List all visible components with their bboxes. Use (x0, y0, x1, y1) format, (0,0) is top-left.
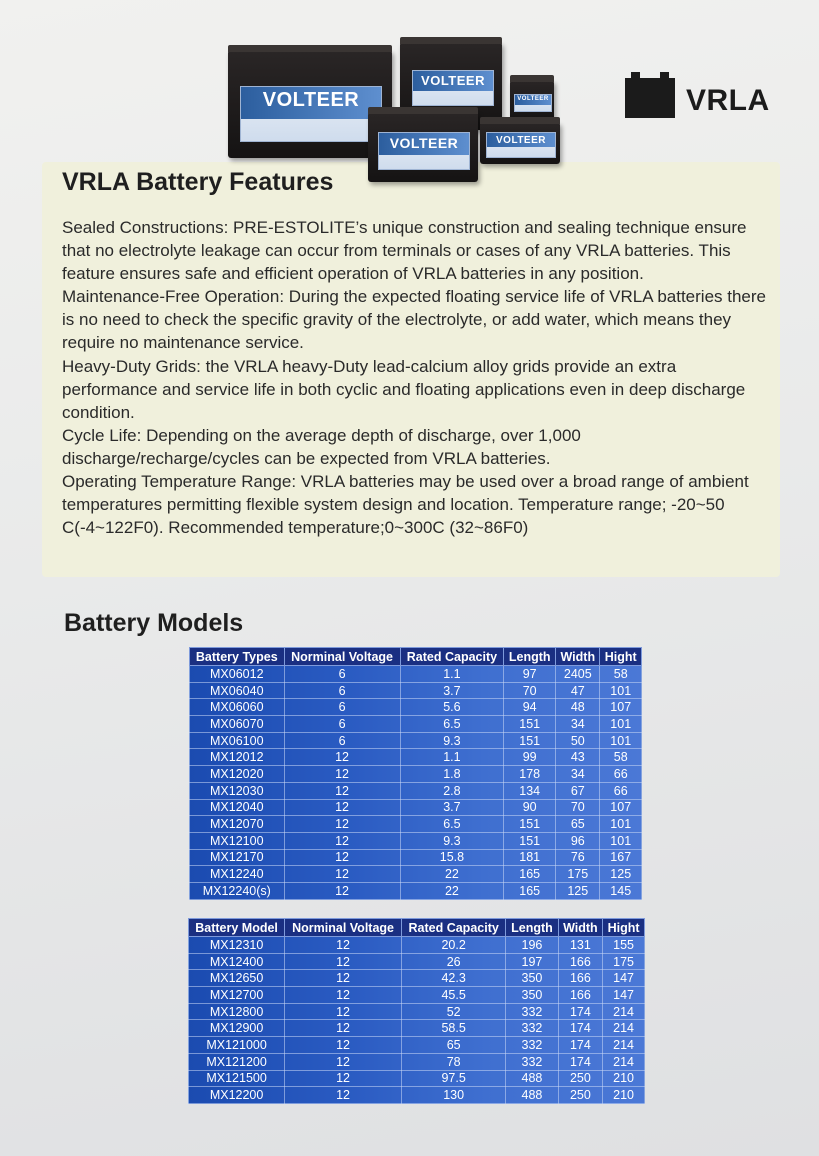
table-cell: 210 (603, 1087, 645, 1104)
table-row (190, 782, 642, 799)
table-cell: 101 (600, 832, 642, 849)
table-cell: 350 (506, 970, 558, 987)
battery-brand-label: VOLTEER (496, 135, 546, 146)
battery-models-table-2 (188, 918, 645, 1104)
table-cell: 166 (558, 953, 603, 970)
table-cell: 125 (556, 882, 600, 899)
table-cell: 174 (558, 1053, 603, 1070)
table-cell: 175 (556, 866, 600, 883)
table-cell: MX12070 (190, 816, 285, 833)
table-cell: MX12240(s) (190, 882, 285, 899)
table-cell: 250 (558, 1087, 603, 1104)
battery-flat-right (480, 122, 560, 164)
table-cell: 97.5 (401, 1070, 505, 1087)
table-cell: MX121500 (189, 1070, 285, 1087)
table-cell: MX12900 (189, 1020, 285, 1037)
table-cell: 47 (556, 682, 600, 699)
table-cell: MX06012 (190, 666, 285, 683)
table-cell: 145 (600, 882, 642, 899)
table-cell: 214 (603, 1020, 645, 1037)
table-cell: 52 (401, 1003, 505, 1020)
table-cell: 134 (504, 782, 556, 799)
column-header: Battery Model (189, 919, 285, 937)
column-header: Battery Types (190, 648, 285, 666)
table-cell: 332 (506, 1003, 558, 1020)
table-cell: 1.1 (400, 666, 504, 683)
features-body (62, 216, 772, 539)
table-cell: 65 (401, 1037, 505, 1054)
table-cell: 165 (504, 866, 556, 883)
table-cell: 12 (285, 1087, 402, 1104)
table-row (190, 882, 642, 899)
table-cell: 12 (284, 882, 400, 899)
table-cell: 42.3 (401, 970, 505, 987)
table-cell: 9.3 (400, 732, 504, 749)
feature-heavy-duty-grids: Heavy-Duty Grids: the VRLA heavy-Duty lead-calcium alloy grids provide an extra performance and service life in both cyclic and floating applications even in deep discharge condition. (62, 356, 746, 422)
table-row (189, 1020, 645, 1037)
table-row (190, 699, 642, 716)
table-cell: 197 (506, 953, 558, 970)
table-row (189, 970, 645, 987)
table-cell: 101 (600, 732, 642, 749)
table-cell: 12 (284, 749, 400, 766)
table-cell: MX12012 (190, 749, 285, 766)
table-row (190, 666, 642, 683)
table-cell: 45.5 (401, 987, 505, 1004)
table-cell: 58 (600, 749, 642, 766)
table-cell: MX12020 (190, 766, 285, 783)
table-cell: 196 (506, 937, 558, 954)
table-cell: 332 (506, 1020, 558, 1037)
table-cell: 58.5 (401, 1020, 505, 1037)
table-row (190, 816, 642, 833)
table-cell: 178 (504, 766, 556, 783)
table-cell: 214 (603, 1003, 645, 1020)
table-cell: MX12170 (190, 849, 285, 866)
battery-brand-label: VOLTEER (262, 89, 360, 111)
table-cell: MX121200 (189, 1053, 285, 1070)
table-row (190, 749, 642, 766)
table-cell: 12 (284, 832, 400, 849)
table-row (190, 732, 642, 749)
table-cell: 12 (285, 987, 402, 1004)
battery-models-table-1 (189, 647, 642, 900)
table-cell: 151 (504, 732, 556, 749)
table-cell: 6 (284, 716, 400, 733)
table-cell: 12 (284, 866, 400, 883)
table-cell: MX06040 (190, 682, 285, 699)
table-cell: 250 (558, 1070, 603, 1087)
feature-cycle-life: Cycle Life: Depending on the average depth of discharge, over 1,000 discharge/recharge/cycles can be expected from VRLA batteries. (62, 425, 581, 468)
column-header: Norminal Voltage (284, 648, 400, 666)
table-cell: 12 (284, 849, 400, 866)
table-cell: 12 (285, 1037, 402, 1054)
table-cell: 78 (401, 1053, 505, 1070)
table-cell: 101 (600, 816, 642, 833)
table-cell: 34 (556, 716, 600, 733)
table-cell: 488 (506, 1070, 558, 1087)
table-cell: 22 (400, 882, 504, 899)
models-title: Battery Models (64, 609, 244, 637)
table-cell: MX12400 (189, 953, 285, 970)
table-cell: MX12650 (189, 970, 285, 987)
table-cell: 6.5 (400, 716, 504, 733)
table-cell: 107 (600, 699, 642, 716)
table-cell: MX12310 (189, 937, 285, 954)
table-cell: 3.7 (400, 799, 504, 816)
column-header: Width (558, 919, 603, 937)
table-cell: 12 (284, 766, 400, 783)
table-cell: 488 (506, 1087, 558, 1104)
table-cell: 174 (558, 1020, 603, 1037)
table-cell: 6 (284, 666, 400, 683)
table-cell: 70 (504, 682, 556, 699)
table-row (189, 987, 645, 1004)
table-cell: MX12200 (189, 1087, 285, 1104)
table-cell: MX12030 (190, 782, 285, 799)
table-cell: 6 (284, 699, 400, 716)
feature-maintenance-free: Maintenance-Free Operation: During the expected floating service life of VRLA batteries there is no need to check the specific gravity of the electrolyte, or add water, which means they require no maintenance service. (62, 287, 766, 353)
table-row (190, 682, 642, 699)
table-row (189, 1087, 645, 1104)
table-cell: 125 (600, 866, 642, 883)
table-row (190, 832, 642, 849)
product-photo (222, 36, 567, 186)
table-cell: MX06070 (190, 716, 285, 733)
table-cell: 210 (603, 1070, 645, 1087)
column-header: Hight (603, 919, 645, 937)
table-cell: 175 (603, 953, 645, 970)
table-cell: MX121000 (189, 1037, 285, 1054)
column-header: Length (504, 648, 556, 666)
table-cell: 67 (556, 782, 600, 799)
table-row (190, 866, 642, 883)
table-cell: 99 (504, 749, 556, 766)
battery-brand-label: VOLTEER (389, 135, 459, 151)
table-cell: 90 (504, 799, 556, 816)
table-cell: 147 (603, 987, 645, 1004)
table-cell: 155 (603, 937, 645, 954)
table-cell: 48 (556, 699, 600, 716)
table-cell: 5.6 (400, 699, 504, 716)
vrla-logo-text: VRLA (686, 84, 770, 117)
table-cell: 94 (504, 699, 556, 716)
table-row (189, 1037, 645, 1054)
table-cell: 34 (556, 766, 600, 783)
table-cell: 165 (504, 882, 556, 899)
column-header: Hight (600, 648, 642, 666)
table-cell: 214 (603, 1037, 645, 1054)
table-cell: MX12700 (189, 987, 285, 1004)
column-header: Rated Capacity (401, 919, 505, 937)
table-cell: 15.8 (400, 849, 504, 866)
table-row (189, 1070, 645, 1087)
table-cell: 12 (284, 782, 400, 799)
table-cell: 50 (556, 732, 600, 749)
table-cell: 96 (556, 832, 600, 849)
table-cell: 131 (558, 937, 603, 954)
table-cell: 174 (558, 1037, 603, 1054)
table-cell: 332 (506, 1037, 558, 1054)
table-row (189, 937, 645, 954)
table-cell: 66 (600, 782, 642, 799)
table-cell: 101 (600, 682, 642, 699)
table-row (189, 953, 645, 970)
table-cell: 6.5 (400, 816, 504, 833)
column-header: Norminal Voltage (285, 919, 402, 937)
table-cell: 1.8 (400, 766, 504, 783)
table-cell: 151 (504, 816, 556, 833)
table-cell: 151 (504, 716, 556, 733)
table-cell: 350 (506, 987, 558, 1004)
table-cell: 12 (285, 1020, 402, 1037)
table-cell: MX12240 (190, 866, 285, 883)
table-cell: 70 (556, 799, 600, 816)
table-row (189, 1053, 645, 1070)
feature-operating-temperature: Operating Temperature Range: VRLA batteries may be used over a broad range of ambient temperatures permitting flexible system design and location. Temperature range; -20~50 C(-4~122F0). Recommended temperature;0~300C (32~86F0) (62, 472, 749, 538)
table-cell: 101 (600, 716, 642, 733)
table-cell: 107 (600, 799, 642, 816)
table-cell: 9.3 (400, 832, 504, 849)
table-cell: 167 (600, 849, 642, 866)
table-cell: 58 (600, 666, 642, 683)
table-row (190, 799, 642, 816)
table-cell: 22 (400, 866, 504, 883)
table-cell: MX06100 (190, 732, 285, 749)
battery-front-center (368, 112, 478, 182)
table-header-row (190, 648, 642, 666)
table-cell: 12 (284, 816, 400, 833)
column-header: Rated Capacity (400, 648, 504, 666)
column-header: Width (556, 648, 600, 666)
table-cell: 12 (285, 937, 402, 954)
table-cell: 6 (284, 682, 400, 699)
features-title: VRLA Battery Features (62, 168, 334, 196)
feature-sealed-constructions: Sealed Constructions: PRE-ESTOLITE’s unique construction and sealing technique ensure that no electrolyte leakage can occur from terminals or cases of any VRLA batteries. This feature ensures safe and efficient operation of VRLA batteries in any position. (62, 218, 747, 284)
table-cell: 20.2 (401, 937, 505, 954)
table-cell: 166 (558, 987, 603, 1004)
table-row (189, 1003, 645, 1020)
table-cell: 26 (401, 953, 505, 970)
table-cell: MX12040 (190, 799, 285, 816)
table-cell: MX12100 (190, 832, 285, 849)
table-row (190, 766, 642, 783)
table-cell: 151 (504, 832, 556, 849)
column-header: Length (506, 919, 558, 937)
table-cell: 12 (285, 1053, 402, 1070)
table-cell: 12 (285, 1070, 402, 1087)
battery-brand-label: VOLTEER (517, 96, 549, 102)
table-cell: 12 (285, 1003, 402, 1020)
battery-brand-label: VOLTEER (421, 73, 485, 88)
table-cell: 6 (284, 732, 400, 749)
table-cell: 3.7 (400, 682, 504, 699)
table-cell: 97 (504, 666, 556, 683)
table-cell: 43 (556, 749, 600, 766)
table-cell: MX12800 (189, 1003, 285, 1020)
table-cell: 181 (504, 849, 556, 866)
battery-icon (625, 78, 675, 118)
table-cell: 65 (556, 816, 600, 833)
table-cell: 214 (603, 1053, 645, 1070)
table-cell: MX06060 (190, 699, 285, 716)
table-cell: 12 (285, 953, 402, 970)
table-header-row (189, 919, 645, 937)
table-cell: 2.8 (400, 782, 504, 799)
table-cell: 1.1 (400, 749, 504, 766)
table-row (190, 716, 642, 733)
battery-small-right (510, 80, 554, 120)
table-cell: 66 (600, 766, 642, 783)
table-cell: 332 (506, 1053, 558, 1070)
table-cell: 76 (556, 849, 600, 866)
table-cell: 147 (603, 970, 645, 987)
table-cell: 174 (558, 1003, 603, 1020)
table-cell: 166 (558, 970, 603, 987)
table-cell: 12 (284, 799, 400, 816)
table-row (190, 849, 642, 866)
table-cell: 2405 (556, 666, 600, 683)
table-cell: 12 (285, 970, 402, 987)
table-cell: 130 (401, 1087, 505, 1104)
